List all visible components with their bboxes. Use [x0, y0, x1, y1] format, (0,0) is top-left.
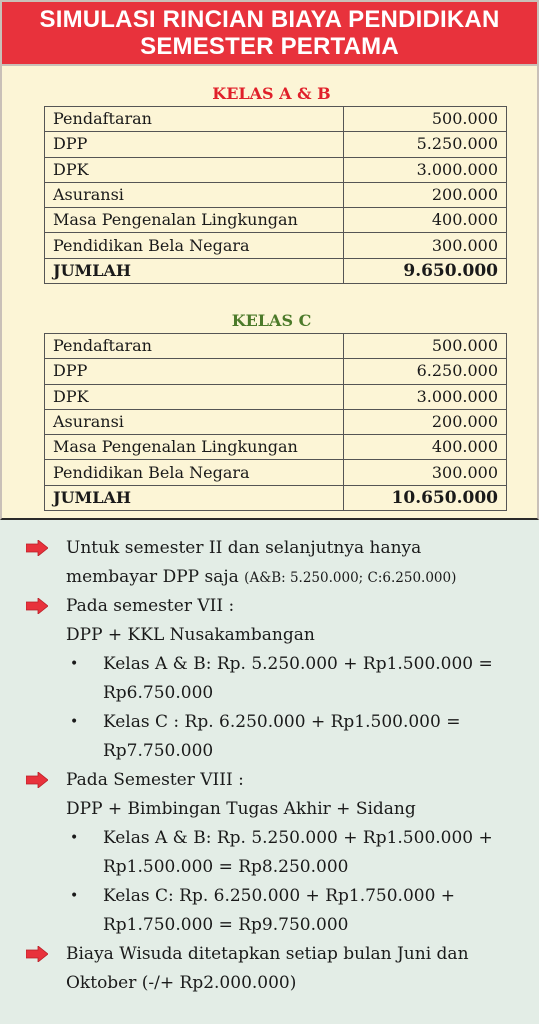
right-arrow-icon	[26, 946, 48, 962]
right-arrow-icon	[26, 598, 48, 614]
header-title-line1: SIMULASI RINCIAN BIAYA PENDIDIKAN	[39, 6, 500, 33]
note-2-line-2: DPP + KKL Nusakambangan	[66, 625, 315, 645]
note-3-bullet-2-line-1: Kelas C: Rp. 6.250.000 + Rp1.750.000 +	[103, 886, 456, 906]
note-1-detail: (A&B: 5.250.000; C:6.250.000)	[244, 570, 457, 586]
bullet-icon: •	[70, 656, 79, 672]
total-label: JUMLAH	[45, 485, 344, 510]
fee-amount: 200.000	[343, 409, 506, 434]
fee-label: DPK	[45, 384, 344, 409]
note-4-line-1: Biaya Wisuda ditetapkan setiap bulan Juni dan	[66, 944, 469, 964]
fee-label: Asuransi	[45, 182, 344, 207]
table-row	[45, 182, 507, 207]
table-row	[45, 384, 507, 409]
note-1-text: membayar DPP saja	[66, 567, 239, 587]
fee-label: Pendidikan Bela Negara	[45, 460, 344, 485]
fee-label: Pendaftaran	[45, 107, 344, 132]
fee-amount: 3.000.000	[343, 384, 506, 409]
fee-label: Masa Pengenalan Lingkungan	[45, 435, 344, 460]
class-c-title: KELAS C	[231, 311, 312, 330]
table-row	[45, 132, 507, 157]
table-row	[45, 208, 507, 233]
class-ab-title: KELAS A & B	[212, 84, 331, 103]
table-row	[45, 409, 507, 434]
fee-amount: 6.250.000	[343, 359, 506, 384]
fee-amount: 300.000	[343, 233, 506, 258]
fee-amount: 500.000	[343, 107, 506, 132]
table-row	[45, 334, 507, 359]
header-title-line2: SEMESTER PERTAMA	[140, 33, 399, 60]
note-2-bullet-2-line-2: Rp7.750.000	[103, 741, 214, 761]
fee-amount: 3.000.000	[343, 157, 506, 182]
note-2-bullet-1-line-1: Kelas A & B: Rp. 5.250.000 + Rp1.500.000 =	[103, 654, 493, 674]
fee-tables-section	[0, 66, 539, 520]
fee-amount: 200.000	[343, 182, 506, 207]
note-3-bullet-2-line-2: Rp1.750.000 = Rp9.750.000	[103, 915, 349, 935]
table-row	[45, 157, 507, 182]
total-label: JUMLAH	[45, 258, 344, 283]
note-2-bullet-2-line-1: Kelas C : Rp. 6.250.000 + Rp1.500.000 =	[103, 712, 461, 732]
right-arrow-icon	[26, 772, 48, 788]
page-header	[0, 0, 539, 66]
table-row	[45, 359, 507, 384]
total-row	[45, 485, 507, 510]
fee-amount: 500.000	[343, 334, 506, 359]
fee-amount: 300.000	[343, 460, 506, 485]
note-4-line-2: Oktober (-/+ Rp2.000.000)	[66, 973, 297, 993]
table-row	[45, 460, 507, 485]
notes-section	[0, 520, 539, 1024]
fee-amount: 400.000	[343, 435, 506, 460]
bullet-icon: •	[70, 714, 79, 730]
total-amount: 9.650.000	[343, 258, 506, 283]
fee-label: Masa Pengenalan Lingkungan	[45, 208, 344, 233]
fee-label: DPP	[45, 359, 344, 384]
note-3-bullet-1-line-2: Rp1.500.000 = Rp8.250.000	[103, 857, 349, 877]
class-ab-fee-table	[44, 106, 507, 284]
fee-label: Pendaftaran	[45, 334, 344, 359]
class-c-fee-table	[44, 333, 507, 511]
total-row	[45, 258, 507, 283]
note-3-line-2: DPP + Bimbingan Tugas Akhir + Sidang	[66, 799, 416, 819]
note-1-line-1: Untuk semester II dan selanjutnya hanya	[66, 538, 422, 558]
total-amount: 10.650.000	[343, 485, 506, 510]
bullet-icon: •	[70, 830, 79, 846]
note-2-line-1: Pada semester VII :	[66, 596, 235, 616]
fee-amount: 400.000	[343, 208, 506, 233]
fee-label: DPP	[45, 132, 344, 157]
fee-label: DPK	[45, 157, 344, 182]
note-1-line-2	[66, 563, 456, 593]
note-3-bullet-1-line-1: Kelas A & B: Rp. 5.250.000 + Rp1.500.000 +	[103, 828, 493, 848]
note-2-bullet-1-line-2: Rp6.750.000	[103, 683, 214, 703]
note-3-line-1: Pada Semester VIII :	[66, 770, 244, 790]
fee-amount: 5.250.000	[343, 132, 506, 157]
fee-label: Pendidikan Bela Negara	[45, 233, 344, 258]
bullet-icon: •	[70, 888, 79, 904]
right-arrow-icon	[26, 540, 48, 556]
table-row	[45, 435, 507, 460]
table-row	[45, 233, 507, 258]
fee-label: Asuransi	[45, 409, 344, 434]
table-row	[45, 107, 507, 132]
